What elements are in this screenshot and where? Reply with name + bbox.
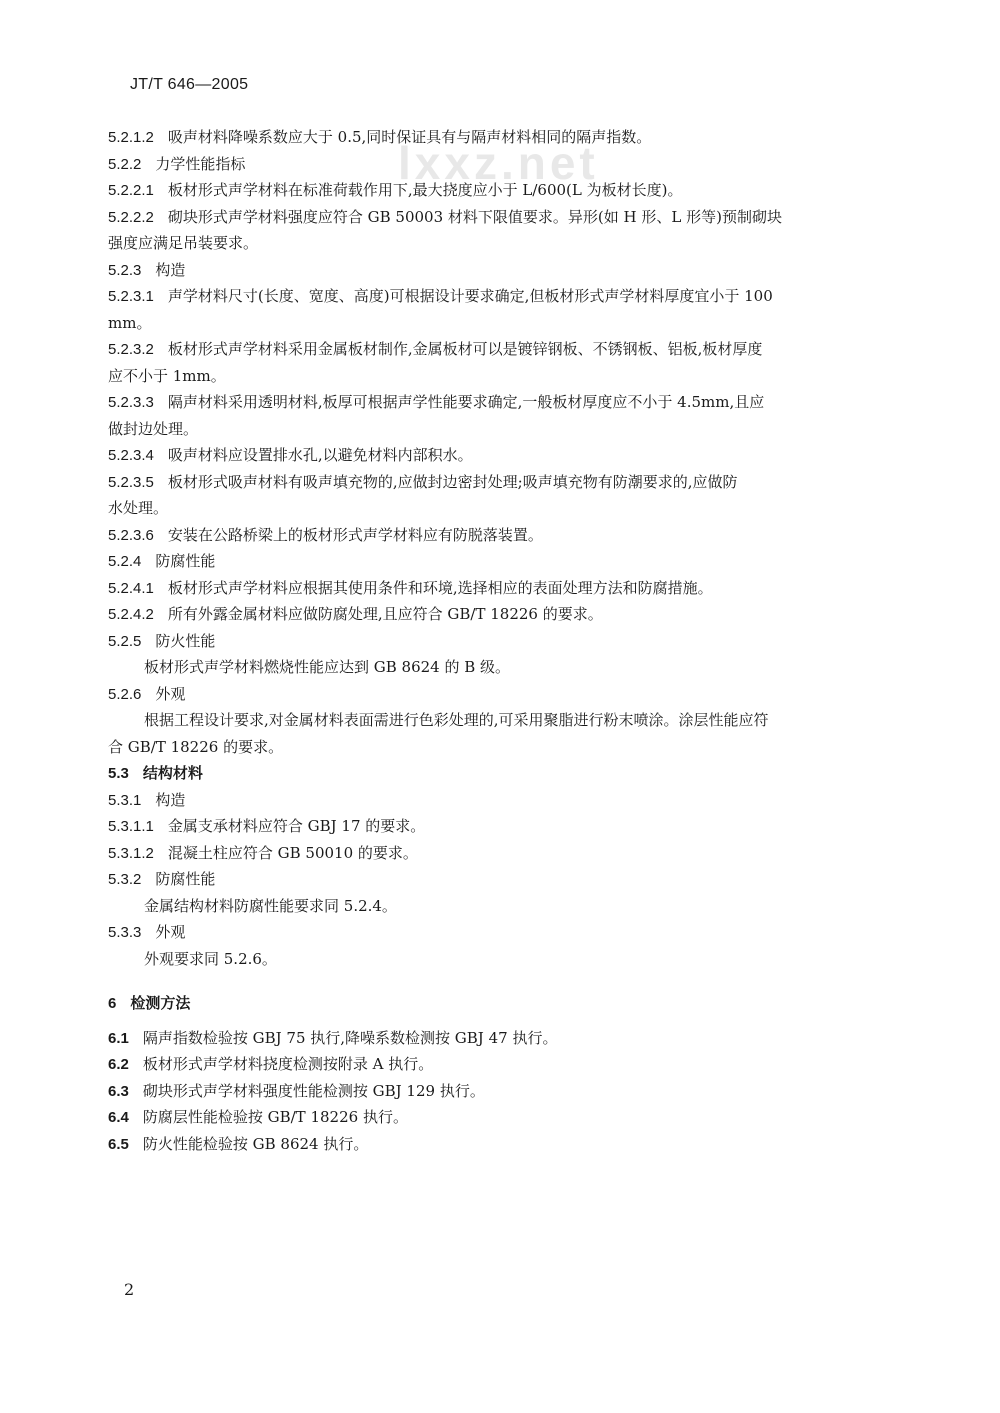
clause-text: 吸声材料降噪系数应大于 0.5,同时保证具有与隔声材料相同的隔声指数。 <box>167 128 652 146</box>
clause-number: 5.3 <box>108 765 129 782</box>
watermark: lxxz.net <box>398 137 599 189</box>
clause-line <box>108 760 914 787</box>
clause-text: 构造 <box>155 260 186 279</box>
test-method-number: 6.5 <box>108 1135 129 1153</box>
clause-number: 5.2.2.1 <box>108 182 154 199</box>
clause-list <box>108 124 914 972</box>
clause-line <box>108 893 914 920</box>
test-method-number: 6.4 <box>108 1109 129 1126</box>
clause-number: 5.3.1.2 <box>108 844 154 862</box>
clause-number: 5.2.3.4 <box>108 447 154 464</box>
clause-line <box>108 177 914 204</box>
clause-text: 吸声材料应设置排水孔,以避免材料内部积水。 <box>167 446 473 464</box>
clause-text: 板材形式声学材料在标准荷载作用下,最大挠度应小于 L/600(L 为板材长度)。 <box>167 181 683 199</box>
clause-line <box>108 601 914 628</box>
clause-line <box>108 204 914 231</box>
clause-number: 5.2.3.6 <box>108 526 154 544</box>
clause-text: 金属支承材料应符合 GBJ 17 的要求。 <box>167 817 426 835</box>
clause-text: 砌块形式声学材料强度应符合 GB 50003 材料下限值要求。异形(如 H 形、L 形等)预制砌块 <box>167 207 782 226</box>
clause-number: 5.2.4 <box>108 553 142 570</box>
clause-line <box>108 336 914 363</box>
test-method-item <box>108 1078 914 1105</box>
clause-number: 5.2.4.1 <box>108 579 154 597</box>
test-method-item <box>108 1025 914 1052</box>
clause-number: 5.2.5 <box>108 632 142 650</box>
clause-line <box>108 681 914 708</box>
clause-line <box>108 707 914 734</box>
clause-text: 金属结构材料防腐性能要求同 5.2.4。 <box>144 896 397 915</box>
clause-text: 外观 <box>155 684 186 703</box>
section-6-items <box>108 1025 914 1158</box>
test-method-item <box>108 1131 914 1158</box>
clause-line <box>108 654 914 681</box>
clause-number: 5.2.4.2 <box>108 606 154 623</box>
clause-text: 防火性能 <box>155 631 216 650</box>
clause-line <box>108 840 914 867</box>
section-6-heading <box>108 990 914 1017</box>
clause-text: 混凝土柱应符合 GB 50010 的要求。 <box>167 843 418 862</box>
clause-line <box>108 866 914 893</box>
clause-line <box>108 628 914 655</box>
page-content <box>108 124 914 1157</box>
test-method-number: 6.2 <box>108 1056 129 1073</box>
clause-number: 5.2.6 <box>108 685 142 703</box>
section-6-title: 检测方法 <box>130 994 191 1012</box>
test-method-text: 砌块形式声学材料强度性能检测按 GBJ 129 执行。 <box>142 1081 485 1100</box>
clause-number: 5.3.3 <box>108 924 142 941</box>
clause-text: 板材形式声学材料燃烧性能应达到 GB 8624 的 B 级。 <box>144 658 511 676</box>
clause-text: 板材形式声学材料采用金属板材制作,金属板材可以是镀锌钢板、不锈钢板、铝板,板材厚度 <box>167 340 763 358</box>
test-method-text: 防腐层性能检验按 GB/T 18226 执行。 <box>142 1108 408 1126</box>
section-6-number: 6 <box>108 995 117 1012</box>
clause-line <box>108 919 914 946</box>
clause-number: 5.3.1.1 <box>108 818 154 835</box>
clause-line <box>108 787 914 814</box>
clause-text: 力学性能指标 <box>155 154 246 173</box>
clause-text: 板材形式声学材料应根据其使用条件和环境,选择相应的表面处理方法和防腐措施。 <box>167 578 713 597</box>
clause-number: 5.3.2 <box>108 871 142 888</box>
clause-number: 5.2.3.2 <box>108 341 154 358</box>
clause-continuation: 做封边处理。 <box>108 419 199 438</box>
test-method-item <box>108 1104 914 1131</box>
clause-number: 5.2.3.3 <box>108 394 154 411</box>
clause-text: 防腐性能 <box>155 870 216 888</box>
clause-line <box>108 389 914 416</box>
clause-line <box>108 575 914 602</box>
clause-continuation: 水处理。 <box>108 499 169 517</box>
clause-text: 声学材料尺寸(长度、宽度、高度)可根据设计要求确定,但板材形式声学材料厚度宜小于 100 <box>167 287 773 305</box>
test-method-item <box>108 1051 914 1078</box>
clause-number: 5.2.2.2 <box>108 208 154 226</box>
clause-number: 5.2.2 <box>108 155 142 173</box>
clause-line <box>108 522 914 549</box>
clause-text: 外观要求同 5.2.6。 <box>144 949 277 968</box>
test-method-number: 6.3 <box>108 1082 129 1100</box>
clause-number: 5.3.1 <box>108 791 142 809</box>
test-method-text: 防火性能检验按 GB 8624 执行。 <box>142 1134 369 1153</box>
clause-continuation: 应不小于 1mm。 <box>108 366 226 385</box>
clause-number: 5.2.1.2 <box>108 129 154 146</box>
clause-continuation: 强度应满足吊装要求。 <box>108 234 259 252</box>
clause-line <box>108 813 914 840</box>
clause-text: 构造 <box>155 790 186 809</box>
clause-text: 根据工程设计要求,对金属材料表面需进行色彩处理的,可采用聚脂进行粉末喷涂。涂层性能应符 <box>144 711 769 729</box>
clause-line <box>108 548 914 575</box>
test-method-number: 6.1 <box>108 1029 129 1047</box>
clause-text: 安装在公路桥梁上的板材形式声学材料应有防脱落装置。 <box>167 525 543 544</box>
clause-text: 所有外露金属材料应做防腐处理,且应符合 GB/T 18226 的要求。 <box>167 605 603 623</box>
clause-continuation: 合 GB/T 18226 的要求。 <box>108 737 284 756</box>
page-number: 2 <box>124 1280 135 1299</box>
clause-text: 外观 <box>155 923 186 941</box>
clause-number: 5.2.3.1 <box>108 288 154 305</box>
clause-text: 结构材料 <box>142 764 203 782</box>
section-gap-small <box>108 1017 914 1025</box>
test-method-text: 隔声指数检验按 GBJ 75 执行,降噪系数检测按 GBJ 47 执行。 <box>142 1028 558 1047</box>
clause-line <box>108 283 914 310</box>
clause-text: 防腐性能 <box>155 552 216 570</box>
clause-text: 隔声材料采用透明材料,板厚可根据声学性能要求确定,一般板材厚度应不小于 4.5mm,且应 <box>167 393 765 411</box>
clause-text: 板材形式吸声材料有吸声填充物的,应做封边密封处理;吸声填充物有防潮要求的,应做防 <box>167 472 738 491</box>
clause-line <box>108 946 914 973</box>
clause-line <box>108 124 914 151</box>
clause-continuation: mm。 <box>108 313 152 332</box>
clause-line <box>108 442 914 469</box>
standard-code-header: JT/T 646—2005 <box>130 76 249 93</box>
clause-number: 5.2.3 <box>108 261 142 279</box>
clause-number: 5.2.3.5 <box>108 473 154 491</box>
clause-line <box>108 257 914 284</box>
test-method-text: 板材形式声学材料挠度检测按附录 A 执行。 <box>142 1055 434 1073</box>
section-gap <box>108 972 914 990</box>
clause-line <box>108 151 914 178</box>
clause-line <box>108 469 914 496</box>
